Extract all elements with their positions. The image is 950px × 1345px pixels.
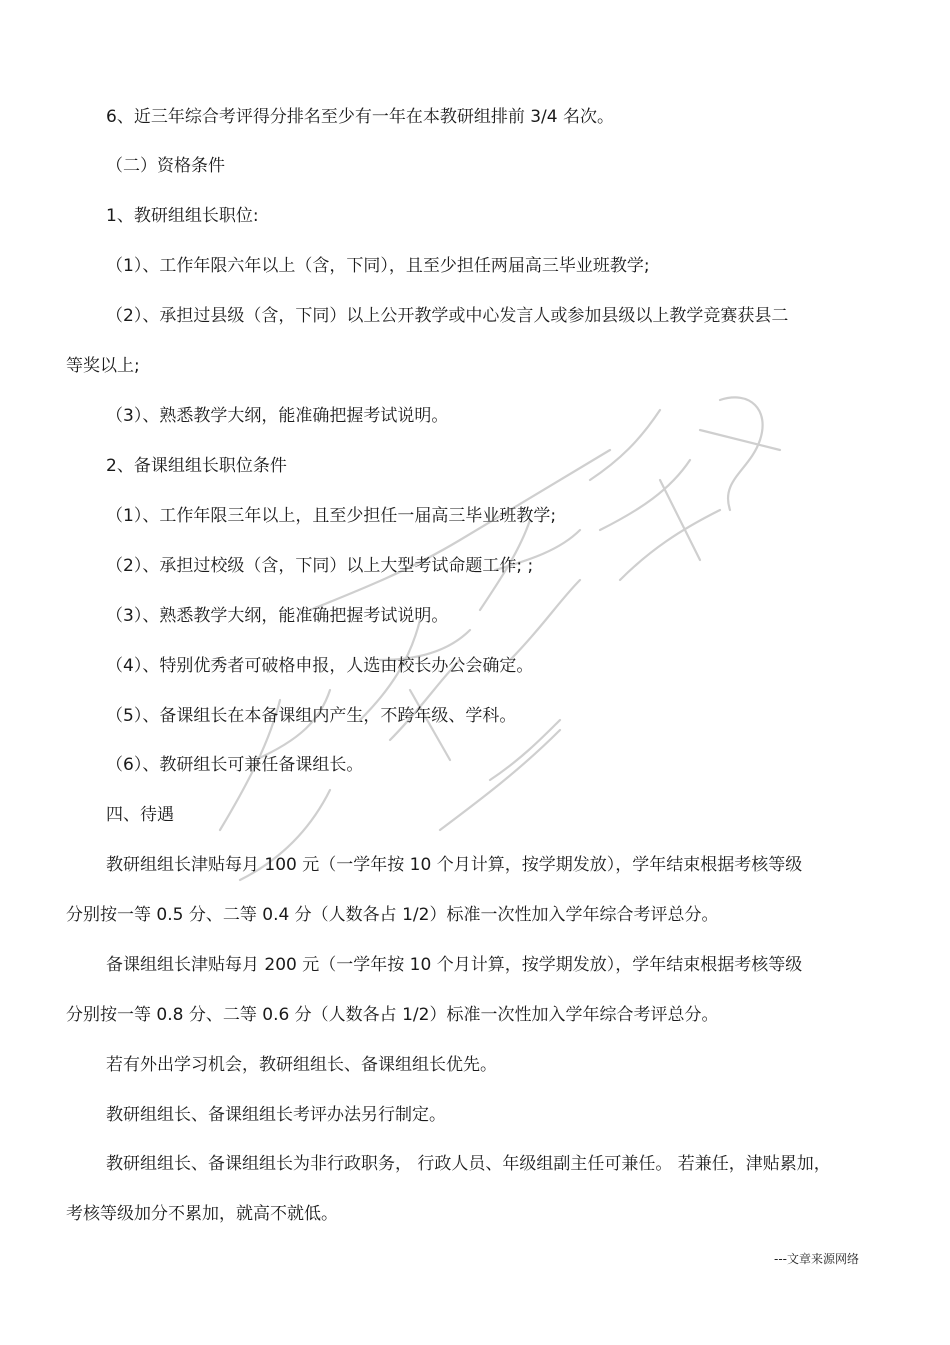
section-heading: （二）资格条件 (106, 156, 225, 176)
text-line: 教研组组长、备课组组长考评办法另行制定。 (106, 1105, 446, 1125)
text-line: 备课组组长津贴每月 200 元（一学年按 10 个月计算，按学期发放），学年结束根据考核等级 (106, 955, 803, 975)
text-line: 6、近三年综合考评得分排名至少有一年在本教研组排前 3/4 名次。 (106, 107, 614, 127)
text-line: 分别按一等 0.5 分、二等 0.4 分（人数各占 1/2）标准一次性加入学年综合考评总分。 (66, 905, 719, 925)
text-line: （4）、特别优秀者可破格申报，人选由校长办公会确定。 (106, 656, 534, 676)
subsection-heading: 1、教研组组长职位: (106, 206, 259, 226)
text-line: （2）、承担过县级（含，下同）以上公开教学或中心发言人或参加县级以上教学竞赛获县二 (106, 306, 789, 326)
text-line: 考核等级加分不累加，就高不就低。 (66, 1204, 338, 1224)
subsection-heading: 2、备课组组长职位条件 (106, 456, 287, 476)
text-line: 等奖以上; (66, 356, 140, 376)
text-line: （6）、教研组长可兼任备课组长。 (106, 755, 364, 775)
text-line: （5）、备课组长在本备课组内产生，不跨年级、学科。 (106, 706, 517, 726)
text-line: 若有外出学习机会，教研组组长、备课组组长优先。 (106, 1055, 497, 1075)
source-footer: ---文章来源网络 (774, 1252, 859, 1266)
watermark-handwriting (160, 360, 820, 920)
text-line: 教研组组长津贴每月 100 元（一学年按 10 个月计算，按学期发放），学年结束根据考核等级 (106, 855, 803, 875)
text-line: （1）、工作年限三年以上，且至少担任一届高三毕业班教学; (106, 506, 557, 526)
text-line: 分别按一等 0.8 分、二等 0.6 分（人数各占 1/2）标准一次性加入学年综合考评总分。 (66, 1005, 719, 1025)
text-line: （1）、工作年限六年以上（含，下同），且至少担任两届高三毕业班教学; (106, 256, 650, 276)
section-heading: 四、待遇 (106, 805, 174, 825)
text-line: （3）、熟悉教学大纲，能准确把握考试说明。 (106, 606, 449, 626)
text-line: （2）、承担过校级（含，下同）以上大型考试命题工作; ; (106, 556, 534, 576)
text-line: （3）、熟悉教学大纲，能准确把握考试说明。 (106, 406, 449, 426)
text-line: 教研组组长、备课组组长为非行政职务， 行政人员、年级组副主任可兼任。 若兼任，津贴累加， (106, 1154, 831, 1174)
